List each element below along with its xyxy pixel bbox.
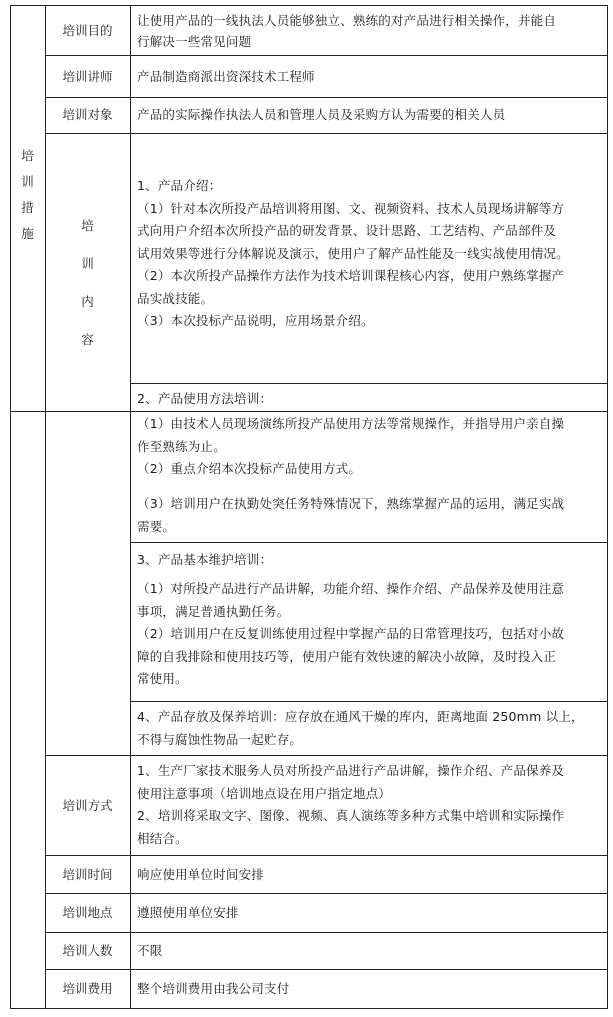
audience-label: 培训对象 xyxy=(62,107,113,122)
purpose-text xyxy=(137,10,556,52)
time-label: 培训时间 xyxy=(62,867,113,882)
rule-section-col xyxy=(45,5,46,1009)
storage-line: 4、产品存放及保养培训：应存放在通风干燥的库内，距离地面 250mm 以上， xyxy=(137,709,584,724)
content-maint xyxy=(137,578,564,691)
fee-label: 培训费用 xyxy=(62,981,113,996)
purpose-label: 培训目的 xyxy=(62,23,113,38)
purpose-line: 让使用产品的一线执法人员能够独立、熟练的对产品进行相关操作，并能自 xyxy=(137,13,557,28)
intro-line: 式向用户介绍本次所投产品的研发背景、设计思路、工艺结构、产品部件及 xyxy=(137,223,557,238)
maint-line: 障的自我排除和使用技巧等，使用户能有效快速的解决小故障，及时投入正 xyxy=(137,648,557,664)
content-label xyxy=(45,207,130,359)
intro-line: （3）本次投标产品说明，应用场景介绍。 xyxy=(137,313,374,328)
usage-line: （1）由技术人员现场演练所投产品使用方法等常规操作，并指导用户亲自操 xyxy=(137,416,565,431)
content-char: 容 xyxy=(81,332,94,347)
content-intro xyxy=(137,175,569,333)
section-char: 施 xyxy=(21,226,34,241)
audience-text: 产品的实际操作执法人员和管理人员及采购方认为需要的相关人员 xyxy=(137,107,506,122)
fee-text: 整个培训费用由我公司支付 xyxy=(137,981,290,996)
section-char: 培 xyxy=(21,148,34,163)
count-text: 不限 xyxy=(137,943,163,958)
place-text: 遵照使用单位安排 xyxy=(137,905,239,920)
rule-intro-bottom xyxy=(130,383,608,384)
content-usage-3 xyxy=(137,493,564,538)
content-char: 培 xyxy=(81,218,94,233)
intro-line: 试用效果等进行分体解说及演示，使用户了解产品性能及一线实战使用情况。 xyxy=(137,245,569,261)
maint-line: （1）对所投产品进行产品讲解，功能介绍、操作介绍、产品保养及使用注意 xyxy=(137,581,565,596)
method-label: 培训方式 xyxy=(62,798,113,813)
maint-title: 3、产品基本维护培训： xyxy=(137,552,273,567)
intro-line: 1、产品介绍： xyxy=(137,178,222,193)
method-text xyxy=(137,760,564,850)
intro-line: 品实战技能。 xyxy=(137,290,214,306)
rule-top xyxy=(10,5,608,6)
content-char: 训 xyxy=(81,256,94,271)
section-char: 训 xyxy=(21,174,34,189)
usage-line: 需要。 xyxy=(137,518,176,534)
maint-line: （2）培训用户在反复训练使用过程中掌握产品的日常管理技巧，包括对小故 xyxy=(137,626,565,641)
lecturer-text: 产品制造商派出资深技术工程师 xyxy=(137,69,315,84)
content-char: 内 xyxy=(81,294,94,309)
intro-line: （1）针对本次所投产品培训将用图、文、视频资料、技术人员现场讲解等方 xyxy=(137,200,565,216)
usage-line: （3）培训用户在执勤处突任务特殊情况下，熟练掌握产品的运用，满足实战 xyxy=(137,496,565,511)
place-label: 培训地点 xyxy=(62,905,113,920)
method-line: 使用注意事项（培训地点设在用户指定地点） xyxy=(137,785,392,801)
time-text: 响应使用单位时间安排 xyxy=(137,867,265,882)
rule-page-split xyxy=(10,411,608,412)
section-char: 措 xyxy=(21,200,34,215)
content-usage xyxy=(137,413,564,481)
method-line: 1、生产厂家技术服务人员对所投产品进行产品讲解，操作介绍、产品保养及 xyxy=(137,763,565,778)
maint-line: 常使用。 xyxy=(137,671,188,686)
maint-line: 事项，满足普通执勤任务。 xyxy=(137,603,290,619)
usage-line: （2）重点介绍本次投标产品使用方式。 xyxy=(137,461,362,476)
count-label: 培训人数 xyxy=(62,943,113,958)
rule-label-col xyxy=(130,5,131,1009)
storage-line: 不得与腐蚀性物品一起贮存。 xyxy=(137,731,303,747)
usage-line: 作至熟练为止。 xyxy=(137,438,226,454)
rule-bottom xyxy=(10,1008,608,1009)
rule-right xyxy=(607,5,608,1009)
lecturer-label: 培训讲师 xyxy=(62,69,113,84)
method-line: 相结合。 xyxy=(137,830,188,846)
rule-usage-bottom xyxy=(130,542,608,543)
section-label-measures xyxy=(10,143,45,247)
intro-line: （2）本次所投产品操作方法作为技术培训课程核心内容，使用户熟练掌握产 xyxy=(137,268,565,283)
rule-maint-bottom xyxy=(130,701,608,702)
content-storage xyxy=(137,706,584,751)
method-line: 2、培训将采取文字、图像、视频、真人演练等多种方式集中培训和实际操作 xyxy=(137,808,565,823)
purpose-line: 行解决一些常见问题 xyxy=(137,34,252,49)
usage-title: 2、产品使用方法培训： xyxy=(137,391,273,406)
